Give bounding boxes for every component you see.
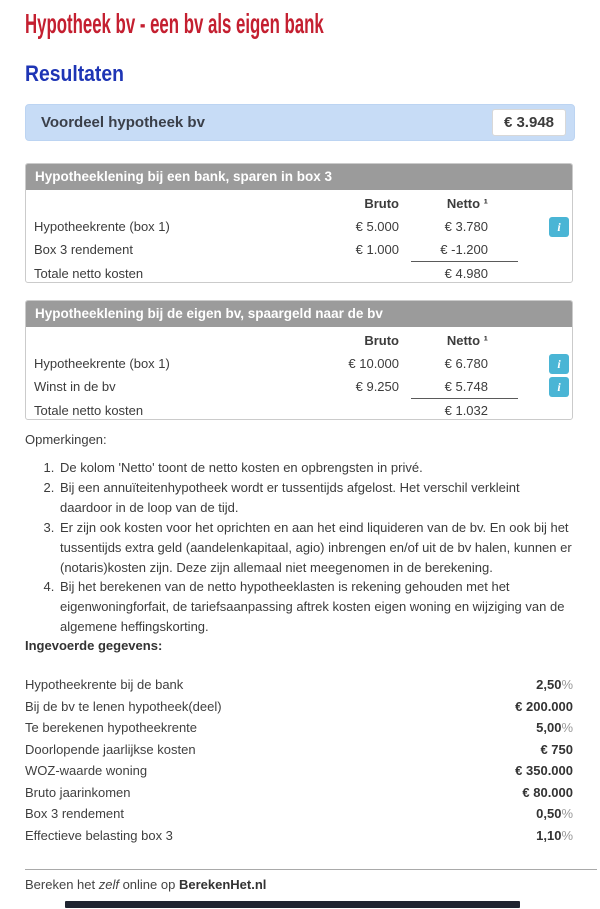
row-label: Totale netto kosten	[34, 402, 144, 418]
column-header-bruto: Bruto	[364, 333, 399, 349]
notes-section	[25, 432, 575, 637]
input-row	[25, 825, 573, 847]
input-value: € 350.000	[515, 763, 573, 779]
row-bruto-value: € 10.000	[348, 356, 399, 372]
input-value: € 80.000	[522, 784, 573, 800]
table-bv-title: Hypotheeklening bij de eigen bv, spaargeld naar de bv	[26, 301, 572, 327]
info-icon[interactable]: i	[549, 217, 569, 237]
input-value-suffix: %	[561, 720, 573, 736]
row-label: Hypotheekrente (box 1)	[34, 356, 170, 372]
input-label: Doorlopende jaarlijkse kosten	[25, 741, 196, 757]
note-item: 4. Bij het berekenen van de netto hypotheeklasten is rekening gehouden met het eigenwoningforfait, de tariefsaanpassing aftrek kosten eigen woning en wijziging van de algemene heffingskorting.	[58, 577, 575, 637]
column-header-netto: Netto ¹	[446, 333, 488, 349]
input-label: Hypotheekrente bij de bank	[25, 677, 184, 693]
input-label: Effectieve belasting box 3	[25, 827, 173, 843]
table-bank-panel	[25, 163, 573, 283]
table-row	[26, 238, 572, 261]
input-row	[25, 696, 573, 718]
notes-list	[58, 458, 575, 637]
input-label: Bij de bv te lenen hypotheek(deel)	[25, 698, 222, 714]
input-row	[25, 674, 573, 696]
table-bv-panel	[25, 300, 573, 420]
row-netto-value: € 5.748	[444, 379, 488, 395]
table-total-row	[26, 262, 572, 285]
input-value-suffix: %	[561, 806, 573, 822]
input-value: 1,10	[536, 827, 562, 843]
footer-brand-link[interactable]: BerekenHet.nl	[178, 877, 267, 892]
input-value: 0,50	[536, 806, 562, 822]
input-row	[25, 717, 573, 739]
entered-data-section	[25, 638, 573, 846]
footer-text-zelf: zelf	[98, 877, 119, 892]
page-title: Hypotheek bv - een bv als eigen bank	[25, 8, 324, 39]
footer-text-part1: Bereken het	[25, 877, 99, 892]
input-label: Te berekenen hypotheekrente	[25, 720, 198, 736]
note-item: 1. De kolom 'Netto' toont de netto kosten en opbrengsten in privé.	[58, 458, 575, 478]
row-netto-value: € 6.780	[444, 356, 488, 372]
table-total-row	[26, 399, 572, 422]
row-bruto-value: € 5.000	[355, 219, 399, 235]
column-header-netto: Netto ¹	[446, 196, 488, 212]
footer-text-part3: online op	[118, 877, 179, 892]
row-bruto-value: € 1.000	[355, 242, 399, 258]
input-value: € 200.000	[515, 698, 573, 714]
table-bv-column-header-row	[26, 329, 572, 352]
input-value: € 750	[540, 741, 573, 757]
bottom-bar	[65, 901, 520, 908]
table-row	[26, 352, 572, 375]
input-label: Box 3 rendement	[25, 806, 125, 822]
row-label: Box 3 rendement	[34, 242, 134, 258]
input-value-suffix: %	[561, 827, 573, 843]
info-icon[interactable]: i	[549, 377, 569, 397]
input-value: 5,00	[536, 720, 562, 736]
row-netto-value: € 4.980	[444, 265, 488, 281]
row-netto-value: € 3.780	[444, 219, 488, 235]
input-label: Bruto jaarinkomen	[25, 784, 131, 800]
table-row	[26, 375, 572, 398]
input-row	[25, 782, 573, 804]
section-title: Resultaten	[25, 61, 124, 86]
info-icon[interactable]: i	[549, 354, 569, 374]
result-label: Voordeel hypotheek bv	[41, 114, 205, 131]
table-bank-title: Hypotheeklening bij een bank, sparen in box 3	[26, 164, 572, 190]
footer-divider	[25, 869, 597, 870]
result-highlight-box	[25, 104, 575, 141]
notes-title: Opmerkingen:	[25, 432, 107, 447]
row-label: Hypotheekrente (box 1)	[34, 219, 170, 235]
note-item: 2. Bij een annuïteitenhypotheek wordt er tussentijds afgelost. Het verschil verkleint daardoor in de loop van de tijd.	[58, 478, 575, 518]
row-label: Totale netto kosten	[34, 265, 144, 281]
table-bank-column-header-row	[26, 192, 572, 215]
input-value-suffix: %	[561, 677, 573, 693]
input-label: WOZ-waarde woning	[25, 763, 148, 779]
input-row	[25, 760, 573, 782]
entered-data-title: Ingevoerde gegevens:	[25, 638, 163, 653]
column-header-bruto: Bruto	[364, 196, 399, 212]
note-item: 3. Er zijn ook kosten voor het oprichten en aan het eind liquideren van de bv. En ook bij het tussentijds extra geld (aandelenkapitaal, agio) inbrengen en/of uit de bv halen, kunnen er (notaris)kosten zijn. Deze zijn allemaal niet meegenomen in de berekening.	[58, 518, 575, 578]
row-netto-value: € 1.032	[444, 402, 488, 418]
result-value: € 3.948	[492, 109, 566, 136]
row-bruto-value: € 9.250	[355, 379, 399, 395]
input-row	[25, 803, 573, 825]
row-netto-value: € -1.200	[440, 242, 488, 258]
footer-text	[25, 877, 266, 892]
input-row	[25, 739, 573, 761]
table-row	[26, 215, 572, 238]
input-value: 2,50	[536, 677, 562, 693]
row-label: Winst in de bv	[34, 379, 116, 395]
